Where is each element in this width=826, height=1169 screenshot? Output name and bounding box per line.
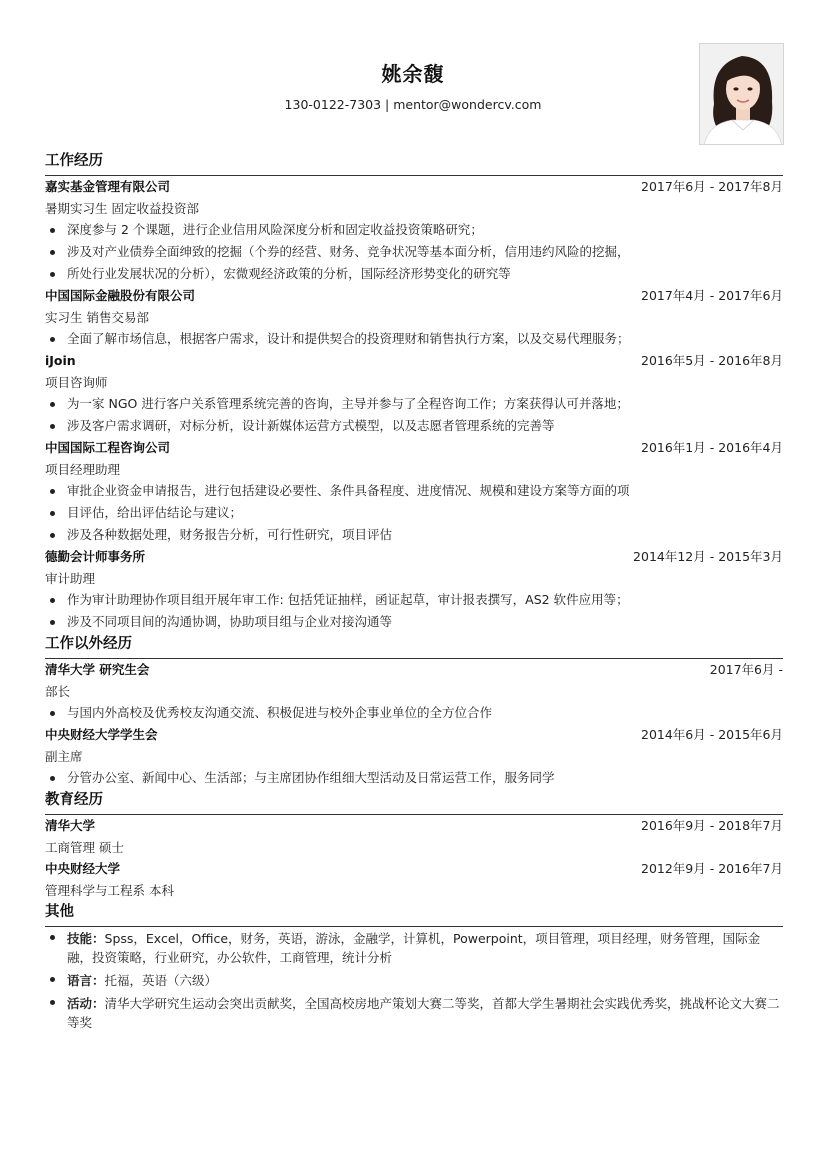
- date-range: 2017年4月 - 2017年6月: [641, 288, 783, 303]
- date-range: 2016年9月 - 2018年7月: [641, 818, 783, 833]
- experience-entry: [45, 350, 783, 437]
- experience-entry: [45, 437, 783, 546]
- organization-name: 中央财经大学: [45, 861, 121, 876]
- organization-name: 中国国际工程咨询公司: [45, 440, 171, 455]
- other-item: [45, 969, 783, 992]
- profile-photo: [699, 43, 784, 145]
- entry-header: [45, 858, 783, 880]
- organization-name: 德勤会计师事务所: [45, 549, 146, 564]
- section-title: 教育经历: [45, 789, 783, 815]
- bullet-list: [45, 589, 783, 633]
- bullet-item: 涉及对产业债券全面绅致的挖掘（个券的经营、财务、竞争状况等基本面分析，信用违约风险的挖掘，: [45, 241, 783, 263]
- bullet-item: 全面了解市场信息，根据客户需求，设计和提供契合的投资理财和销售执行方案，以及交易代理服务；: [45, 328, 783, 350]
- bullet-item: 目评估，给出评估结论与建议；: [45, 502, 783, 524]
- other-item: [45, 927, 783, 969]
- organization-name: 中央财经大学学生会: [45, 727, 158, 742]
- bullet-list: [45, 328, 783, 350]
- entry-header: [45, 350, 783, 372]
- experience-entry: [45, 858, 783, 901]
- role-title: 项目咨询师: [45, 375, 108, 390]
- date-range: 2014年12月 - 2015年3月: [633, 549, 783, 564]
- bullet-list: [45, 480, 783, 546]
- date-range: 2012年9月 - 2016年7月: [641, 861, 783, 876]
- date-range: 2016年1月 - 2016年4月: [641, 440, 783, 455]
- bullet-list: [45, 219, 783, 285]
- item-text: Spss，Excel，Office，财务，英语，游泳，金融学，计算机，Powerpoint，项目管理，项目经理，财务管理，国际金融，投资策略，行业研究，办公软件，工商管理，统计分析: [67, 931, 761, 965]
- organization-name: iJoin: [45, 353, 76, 368]
- bullet-item: 审批企业资金申请报告，进行包括建设必要性、条件具备程度、进度情况、规模和建设方案等方面的项: [45, 480, 783, 502]
- entry-header: [45, 815, 783, 837]
- item-label: 活动：: [67, 996, 105, 1011]
- item-label: 语言：: [67, 973, 105, 988]
- bullet-list: [45, 767, 783, 789]
- experience-entry: [45, 176, 783, 285]
- bullet-item: 涉及客户需求调研，对标分析，设计新媒体运营方式模型，以及志愿者管理系统的完善等: [45, 415, 783, 437]
- bullet-list: [45, 702, 783, 724]
- experience-entry: [45, 285, 783, 350]
- section-title: 其他: [45, 901, 783, 927]
- section-extra: [45, 633, 783, 789]
- entry-header: [45, 285, 783, 307]
- experience-entry: [45, 724, 783, 789]
- candidate-name: 姚余馥: [381, 62, 445, 86]
- organization-name: 清华大学 研究生会: [45, 662, 150, 677]
- bullet-item: 与国内外高校及优秀校友沟通交流、积极促进与校外企事业单位的全方位合作: [45, 702, 783, 724]
- bullet-item: 所处行业发展状况的分析），宏微观经济政策的分析，国际经济形势变化的研究等: [45, 263, 783, 285]
- bullet-item: 分管办公室、新闻中心、生活部；与主席团协作组细大型活动及日常运营工作，服务同学: [45, 767, 783, 789]
- date-range: 2014年6月 - 2015年6月: [641, 727, 783, 742]
- organization-name: 清华大学: [45, 818, 96, 833]
- experience-entry: [45, 815, 783, 858]
- role-title: 审计助理: [45, 571, 96, 586]
- item-text: 清华大学研究生运动会突出贡献奖，全国高校房地产策划大赛二等奖，首都大学生暑期社会实践优秀奖，挑战杯论文大赛二等奖: [67, 996, 780, 1030]
- other-item: [45, 992, 783, 1034]
- entry-header: [45, 176, 783, 198]
- organization-name: 中国国际金融股份有限公司: [45, 288, 196, 303]
- date-range: 2017年6月 - 2017年8月: [641, 179, 783, 194]
- bullet-item: 涉及不同项目间的沟通协调，协助项目组与企业对接沟通等: [45, 611, 783, 633]
- bullet-item: 作为审计助理协作项目组开展年审工作: 包括凭证抽样，函证起草，审计报表撰写，AS2 软件应用等；: [45, 589, 783, 611]
- role-title: 部长: [45, 684, 71, 699]
- portrait-image: [700, 44, 784, 145]
- role-title: 管理科学与工程系 本科: [45, 883, 174, 898]
- date-range: 2017年6月 -: [709, 662, 783, 677]
- date-range: 2016年5月 - 2016年8月: [641, 353, 783, 368]
- role-title: 实习生 销售交易部: [45, 310, 149, 325]
- experience-entry: [45, 546, 783, 633]
- role-title: 项目经理助理: [45, 462, 121, 477]
- section-work: [45, 150, 783, 633]
- section-education: [45, 789, 783, 901]
- item-label: 技能：: [67, 931, 105, 946]
- other-list: [45, 927, 783, 1034]
- entry-header: [45, 437, 783, 459]
- bullet-item: 涉及各种数据处理，财务报告分析，可行性研究，项目评估: [45, 524, 783, 546]
- role-title: 副主席: [45, 749, 83, 764]
- section-title: 工作经历: [45, 150, 783, 176]
- bullet-item: 为一家 NGO 进行客户关系管理系统完善的咨询，主导并参与了全程咨询工作；方案获得认可并落地；: [45, 393, 783, 415]
- section-other: [45, 901, 783, 1034]
- experience-entry: [45, 659, 783, 724]
- resume-body: [45, 150, 783, 1034]
- entry-header: [45, 724, 783, 746]
- item-text: 托福，英语（六级）: [104, 973, 218, 988]
- entry-header: [45, 546, 783, 568]
- contact-info: 130-0122-7303 | mentor@wondercv.com: [284, 97, 542, 112]
- section-title: 工作以外经历: [45, 633, 783, 659]
- bullet-item: 深度参与 2 个课题，进行企业信用风险深度分析和固定收益投资策略研究；: [45, 219, 783, 241]
- organization-name: 嘉实基金管理有限公司: [45, 179, 171, 194]
- entry-header: [45, 659, 783, 681]
- bullet-list: [45, 393, 783, 437]
- role-title: 工商管理 硕士: [45, 840, 124, 855]
- role-title: 暑期实习生 固定收益投资部: [45, 201, 199, 216]
